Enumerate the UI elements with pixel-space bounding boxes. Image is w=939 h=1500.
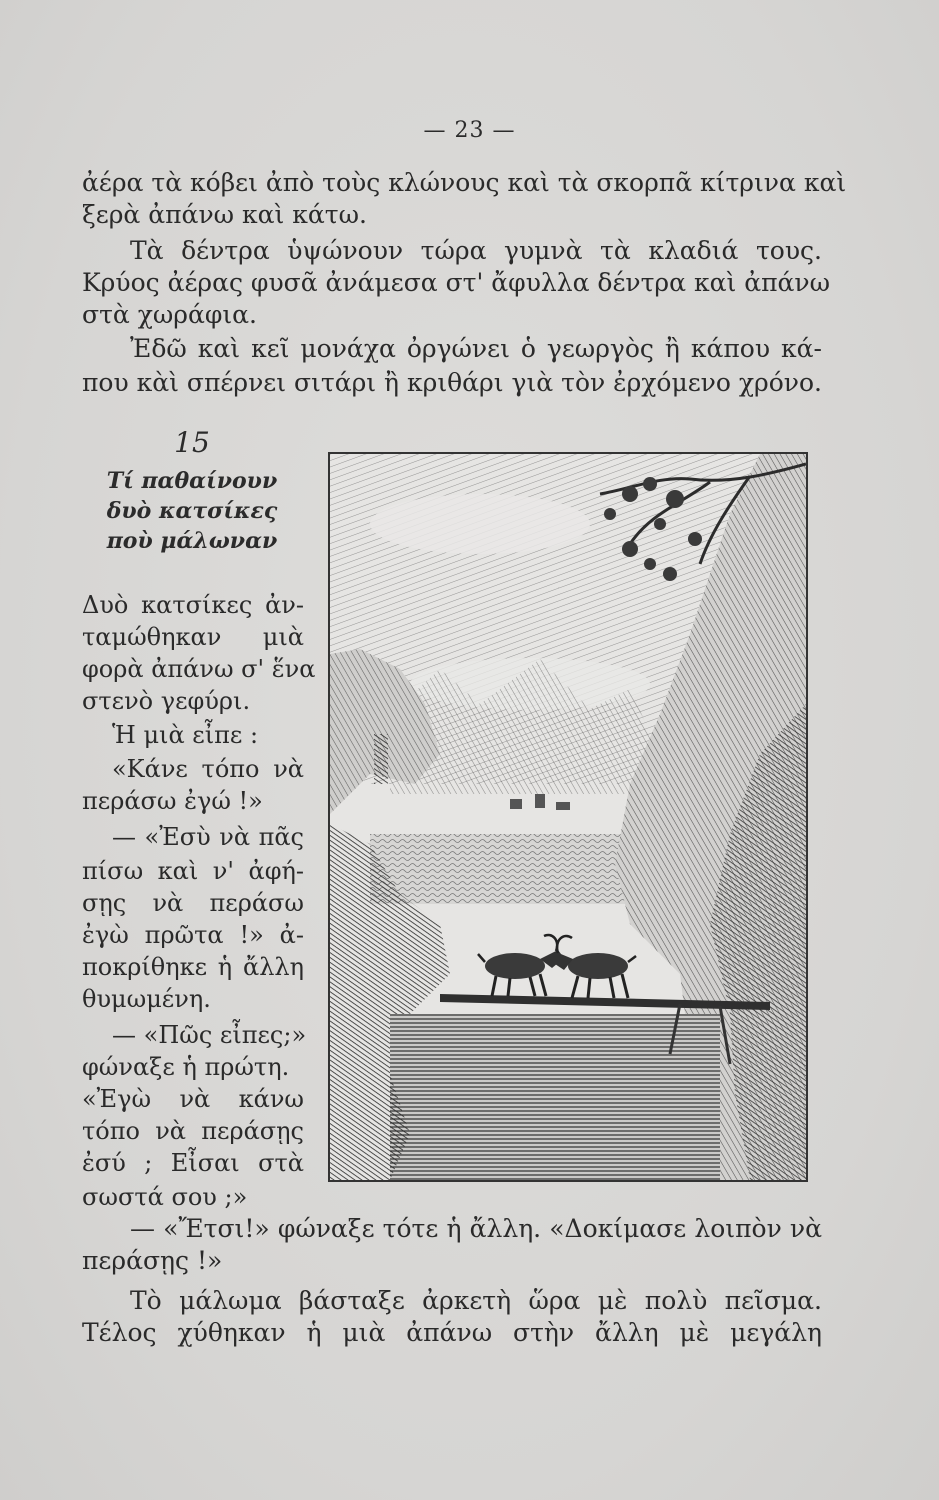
story-title-line: ποὺ μάλωναν: [106, 528, 278, 554]
paragraph-line: Κρύος ἀέρας φυσᾶ ἀνάμεσα στ' ἄφυλλα δέντρα καὶ ἀπάνω: [82, 268, 830, 297]
building: [535, 794, 545, 808]
river-ripples: [390, 1014, 720, 1180]
paragraph-line: που κὰὶ σπέρνει σιτάρι ἢ κριθάρι γιὰ τὸν ἐρχόμενο χρόνο.: [82, 368, 822, 397]
column-line: φορὰ ἀπάνω σ' ἕνα: [82, 655, 316, 683]
paragraph-line: Τέλος χύθηκαν ἡ μιὰ ἀπάνω στὴν ἄλλη μὲ μεγάλη: [82, 1318, 822, 1347]
paragraph-line: — «Ἔτσι!» φώναξε τότε ἡ ἄλλη. «Δοκίμασε λοιπὸν νὰ: [130, 1214, 822, 1243]
column-line: «Ἐγὼ νὰ κάνω: [82, 1085, 304, 1113]
engraving-svg: [330, 454, 806, 1180]
column-line: περάσω ἐγώ !»: [82, 787, 263, 815]
column-line: πίσω καὶ ν' ἀφή-: [82, 857, 304, 885]
paragraph-line: ξερὰ ἀπάνω καὶ κάτω.: [82, 200, 367, 229]
column-line: τόπο νὰ περάσῃς: [82, 1117, 304, 1145]
paragraph-line: περάσῃς !»: [82, 1246, 223, 1275]
column-line: σωστά σου ;»: [82, 1183, 248, 1211]
column-line: — «Ἐσὺ νὰ πᾶς: [112, 823, 304, 851]
column-line: θυμωμένη.: [82, 985, 211, 1013]
story-title-line: Τί παθαίνουν: [106, 468, 278, 494]
paragraph-line: Τὰ δέντρα ὑψώνουν τώρα γυμνὰ τὰ κλαδιά τους.: [130, 236, 822, 265]
column-line: — «Πῶς εἶπες;»: [112, 1021, 307, 1049]
column-line: στενὸ γεφύρι.: [82, 687, 251, 715]
column-line: ποκρίθηκε ἡ ἄλλη: [82, 953, 304, 981]
paragraph-line: Τὸ μάλωμα βάσταξε ἀρκετὴ ὥρα μὲ πολὺ πεῖσμα.: [130, 1286, 822, 1315]
paragraph-line: Ἐδῶ καὶ κεῖ μονάχα ὀργώνει ὁ γεωργὸς ἢ κάπου κά-: [130, 334, 822, 363]
column-line: Ἡ μιὰ εἶπε :: [112, 721, 259, 749]
page-number: — 23 —: [423, 118, 516, 143]
paragraph-line: ἀέρα τὰ κόβει ἀπὸ τοὺς κλώνους καὶ τὰ σκορπᾶ κίτρινα καὶ: [82, 168, 847, 197]
building: [510, 799, 522, 809]
column-line: φώναξε ἡ πρώτη.: [82, 1053, 290, 1081]
story-title-line: δυὸ κατσίκες: [106, 498, 278, 524]
goats-bridge-illustration: [328, 452, 808, 1182]
column-line: ταμώθηκαν μιὰ: [82, 623, 304, 651]
column-line: ἐγὼ πρῶτα !» ἀ-: [82, 921, 304, 949]
column-line: σῃς νὰ περάσω: [82, 889, 304, 917]
tower: [374, 734, 388, 784]
building: [556, 802, 570, 810]
story-number: 15: [174, 426, 210, 459]
cloud: [370, 494, 590, 554]
column-line: «Κάνε τόπο νὰ: [112, 755, 304, 783]
column-line: ἐσύ ; Εἶσαι στὰ: [82, 1149, 304, 1177]
paragraph-line: στὰ χωράφια.: [82, 300, 257, 329]
column-line: Δυὸ κατσίκες ἀν-: [82, 591, 304, 619]
